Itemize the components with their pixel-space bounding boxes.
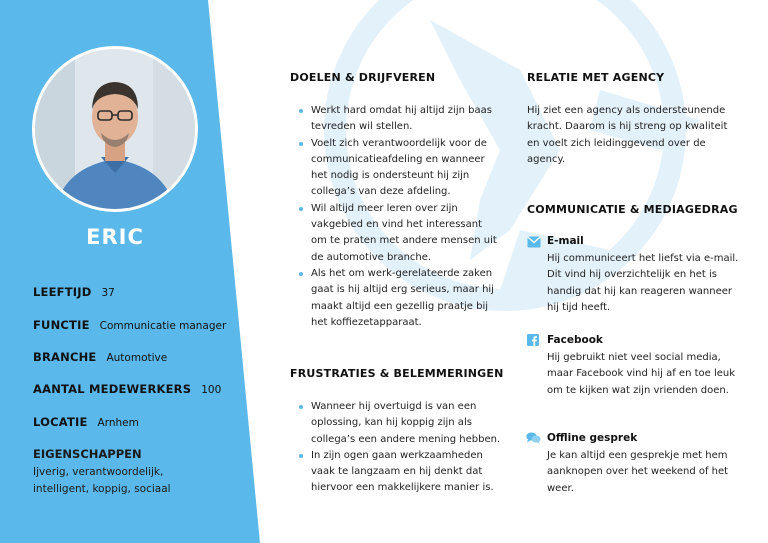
- list-item: In zijn ogen gaan werkzaamheden vaak te langzaam en hij denkt dat hiervoor een makkelijkere manier is.: [296, 448, 501, 497]
- list-item: Voelt zich verantwoordelijk voor de communicatieafdeling en wanneer het nodig is ondersteunt hij zijn collega’s van deze afdeling.: [296, 136, 501, 201]
- agency-text: Hij ziet een agency als ondersteunende kracht. Daarom is hij streng op kwaliteit en voelt zich leidinggevend over de agency.: [527, 105, 728, 165]
- channel-email-text: Hij communiceert het liefst via e-mail. Dit vind hij overzichtelijk en het is handig dat hij kan reageren wanneer hij tijd heeft.: [547, 253, 739, 313]
- person-photo-icon: [35, 49, 195, 209]
- list-item: Als het om werk-gerelateerde zaken gaat is hij altijd erg serieus, maar hij maakt altijd een gezellig praatje bij het koffiezetapparaat.: [296, 266, 501, 331]
- field-value: Automotive: [106, 352, 168, 364]
- channel-facebook-text: Hij gebruikt niet veel social media, maar Facebook vind hij af en toe leuk om te kijken wat zijn vrienden doen.: [547, 352, 736, 396]
- list-item: Werkt hard omdat hij altijd zijn baas tevreden wil stellen.: [296, 103, 501, 136]
- goals-heading: DOELEN & DRIJFVEREN: [290, 71, 436, 84]
- field-value: 37: [101, 287, 115, 299]
- field-label: BRANCHE: [33, 350, 97, 364]
- field-label: FUNCTIE: [33, 318, 90, 332]
- channel-facebook-title: Facebook: [547, 334, 603, 346]
- frustrations-heading: FRUSTRATIES & BELEMMERINGEN: [290, 367, 504, 380]
- goals-list: [296, 103, 501, 331]
- eigenschappen-label: EIGENSCHAPPEN: [33, 447, 142, 461]
- envelope-icon: [527, 236, 541, 248]
- channel-offline-text: Je kan altijd een gesprekje met hem aanknopen over het weekend of het weer.: [547, 450, 729, 494]
- list-item: Wanneer hij overtuigd is van een oplossing, kan hij koppig zijn als collega’s een andere mening hebben.: [296, 399, 501, 448]
- chat-bubbles-icon: [526, 432, 541, 444]
- eigenschappen-value: Ijverig, verantwoordelijk, intelligent, koppig, sociaal: [33, 466, 171, 495]
- avatar: [32, 46, 198, 212]
- list-item: Wil altijd meer leren over zijn vakgebied en vind het interessant om te praten met andere mensen uit de automotive branche.: [296, 201, 501, 266]
- field-value: Communicatie manager: [99, 320, 227, 332]
- field-label: LOCATIE: [33, 415, 88, 429]
- field-value: 100: [201, 384, 222, 396]
- communication-heading: COMMUNICATIE & MEDIAGEDRAG: [527, 203, 738, 216]
- field-functie: [33, 318, 226, 332]
- channel-offline-title: Offline gesprek: [547, 432, 638, 444]
- frustrations-list: [296, 399, 501, 497]
- field-locatie: [33, 415, 139, 429]
- facebook-icon: [527, 334, 539, 346]
- field-leeftijd: [33, 285, 115, 299]
- channel-email-title: E-mail: [547, 235, 584, 247]
- agency-heading: RELATIE MET AGENCY: [527, 71, 665, 84]
- field-label: AANTAL MEDEWERKERS: [33, 382, 192, 396]
- field-value: Arnhem: [97, 417, 139, 429]
- field-branche: [33, 350, 167, 364]
- field-aantal-medewerkers: [33, 382, 221, 396]
- persona-name: ERIC: [86, 225, 144, 249]
- field-label: LEEFTIJD: [33, 285, 92, 299]
